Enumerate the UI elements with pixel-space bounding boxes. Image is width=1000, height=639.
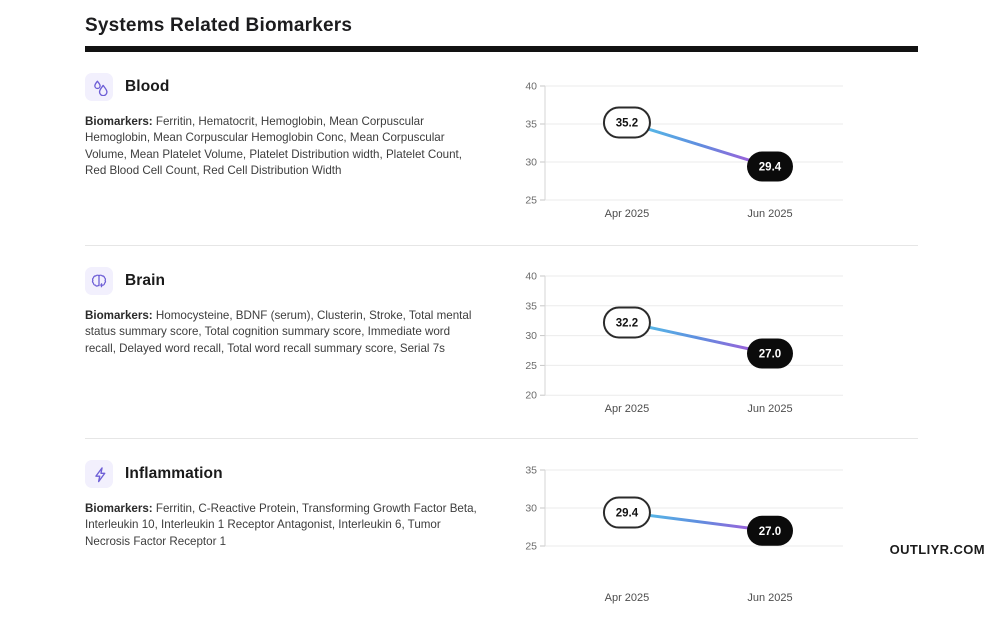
svg-text:Jun 2025: Jun 2025 — [747, 592, 793, 604]
section-title-brain: Brain — [125, 272, 166, 289]
inflammation-trend-chart — [513, 462, 843, 612]
svg-text:Apr 2025: Apr 2025 — [604, 592, 650, 604]
svg-text:25: 25 — [525, 540, 537, 553]
section-title-blood: Blood — [125, 78, 170, 95]
svg-text:Jun 2025: Jun 2025 — [747, 208, 793, 220]
svg-text:35: 35 — [525, 464, 537, 477]
biomarkers-label: Biomarkers: — [85, 502, 153, 515]
brain-trend-chart — [513, 268, 843, 424]
biomarkers-text-brain: Biomarkers: Homocysteine, BDNF (serum), Clusterin, Stroke, Total mental status summary score, Total cognition summary score, Immediate word recall, Delayed word recall, Total word recall summary score, Serial 7s — [85, 309, 472, 355]
svg-text:Apr 2025: Apr 2025 — [604, 403, 650, 416]
section-inflammation — [85, 438, 918, 639]
svg-text:25: 25 — [525, 359, 537, 372]
svg-text:29.4: 29.4 — [615, 507, 639, 520]
biomarkers-text-inflammation: Biomarkers: Ferritin, C-Reactive Protein, Transforming Growth Factor Beta, Interleukin 10, Interleukin 1 Receptor Antagonist, Interleukin 6, Tumor Necrosis Factor Receptor 1 — [85, 502, 477, 548]
blood-trend-chart — [513, 78, 843, 228]
blood-drops-icon — [85, 73, 113, 101]
section-brain — [85, 245, 918, 438]
brain-icon — [85, 267, 113, 295]
svg-text:30: 30 — [525, 502, 537, 515]
section-blood — [85, 52, 918, 245]
section-title-inflammation: Inflammation — [125, 465, 223, 482]
svg-text:20: 20 — [525, 389, 537, 402]
watermark: OUTLIYR.COM — [889, 542, 985, 557]
lightning-bolt-icon — [85, 460, 113, 488]
biomarkers-label: Biomarkers: — [85, 309, 153, 322]
svg-text:35: 35 — [525, 300, 537, 313]
svg-text:27.0: 27.0 — [758, 525, 782, 538]
svg-text:32.2: 32.2 — [615, 317, 639, 330]
svg-text:35: 35 — [525, 118, 537, 131]
svg-text:30: 30 — [525, 156, 537, 169]
biomarkers-text-blood: Biomarkers: Ferritin, Hematocrit, Hemoglobin, Mean Corpuscular Hemoglobin, Mean Corpuscular Hemoglobin Conc, Mean Corpuscular Volume, Mean Platelet Volume, Platelet Distribution width, Platelet Count, Red Blood Cell Count, Red Cell Distribution Width — [85, 115, 462, 178]
svg-text:40: 40 — [525, 270, 537, 283]
svg-text:29.4: 29.4 — [758, 161, 782, 174]
svg-text:30: 30 — [525, 330, 537, 343]
svg-text:40: 40 — [525, 80, 537, 93]
svg-text:27.0: 27.0 — [758, 348, 782, 361]
biomarkers-label: Biomarkers: — [85, 115, 153, 128]
svg-text:Jun 2025: Jun 2025 — [747, 403, 793, 416]
svg-text:35.2: 35.2 — [615, 117, 639, 130]
page-title: Systems Related Biomarkers — [85, 15, 353, 36]
svg-text:25: 25 — [525, 194, 537, 207]
svg-text:Apr 2025: Apr 2025 — [604, 208, 650, 220]
